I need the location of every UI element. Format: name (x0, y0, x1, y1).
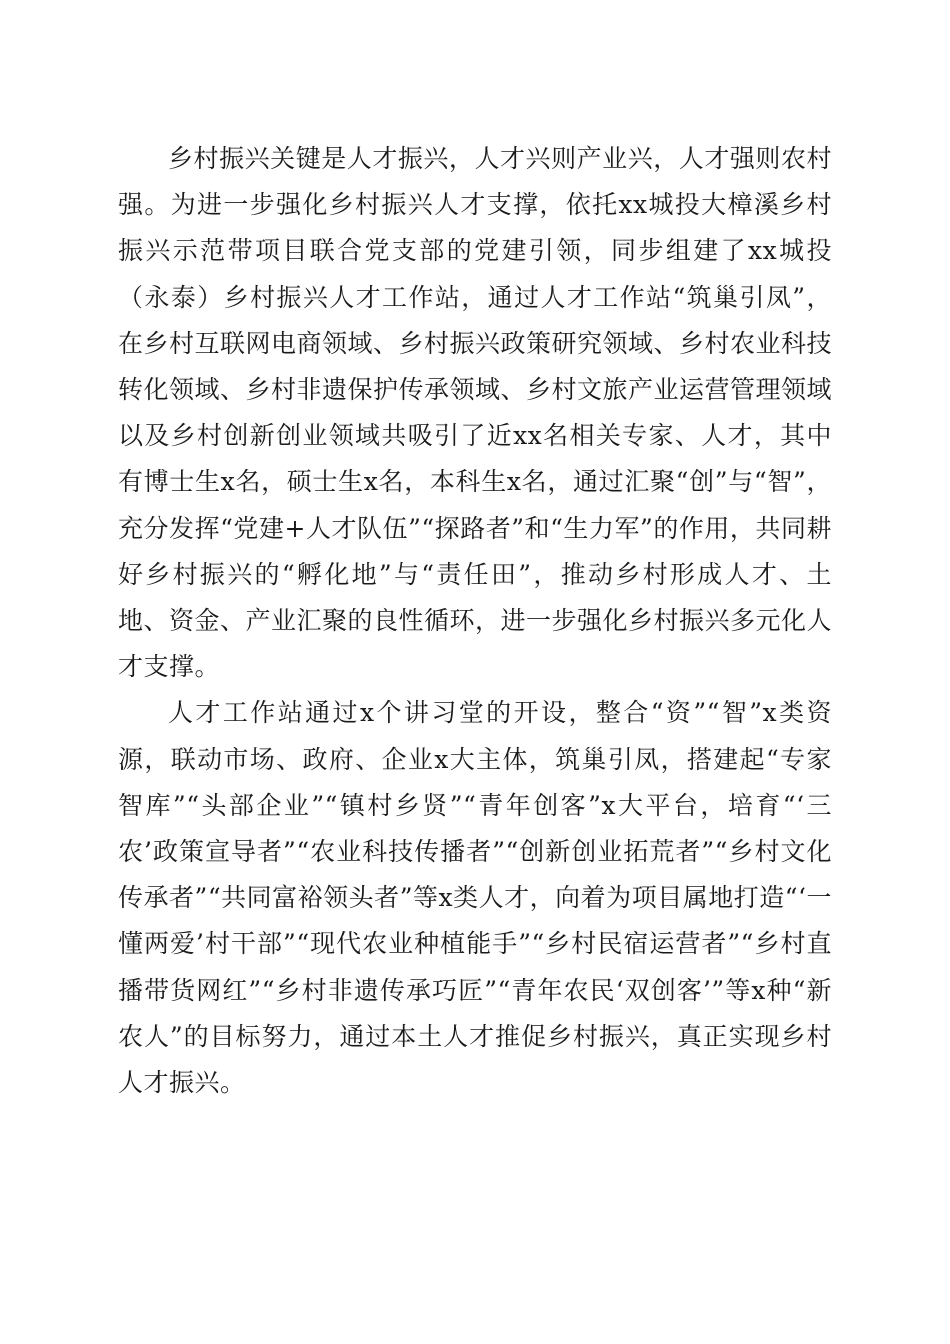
paragraph-2: 人才工作站通过x个讲习堂的开设，整合“资”“智”x类资源，联动市场、政府、企业x大主体，筑巢引凤，搭建起“专家智库”“头部企业”“镇村乡贤”“青年创客”x大平台，培育“‘三农’政策宣导者”“农业科技传播者”“创新创业拓荒者”“乡村文化传承者”“共同富裕领头者”等x类人才，向着为项目属地打造“‘一懂两爱’村干部”“现代农业种植能手”“乡村民宿运营者”“乡村直播带货网红”“乡村非遗传承巧匠”“青年农民‘双创客’”等x种“新农人”的目标努力，通过本土人才推促乡村振兴，真正实现乡村人才振兴。 (118, 698, 832, 1098)
document-body (118, 136, 832, 1106)
paragraph-1: 乡村振兴关键是人才振兴，人才兴则产业兴，人才强则农村强。为进一步强化乡村振兴人才支撑，依托xx城投大樟溪乡村振兴示范带项目联合党支部的党建引领，同步组建了xx城投（永泰）乡村振兴人才工作站，通过人才工作站“筑巢引凤”，在乡村互联网电商领域、乡村振兴政策研究领域、乡村农业科技转化领域、乡村非遗保护传承领域、乡村文旅产业运营管理领域以及乡村创新创业领域共吸引了近xx名相关专家、人才，其中有博士生x名，硕士生x名，本科生x名，通过汇聚“创”与“智”，充分发挥“党建+人才队伍”“探路者”和“生力军”的作用，共同耕好乡村振兴的“孵化地”与“责任田”，推动乡村形成人才、土地、资金、产业汇聚的良性循环，进一步强化乡村振兴多元化人才支撑。 (118, 144, 833, 682)
